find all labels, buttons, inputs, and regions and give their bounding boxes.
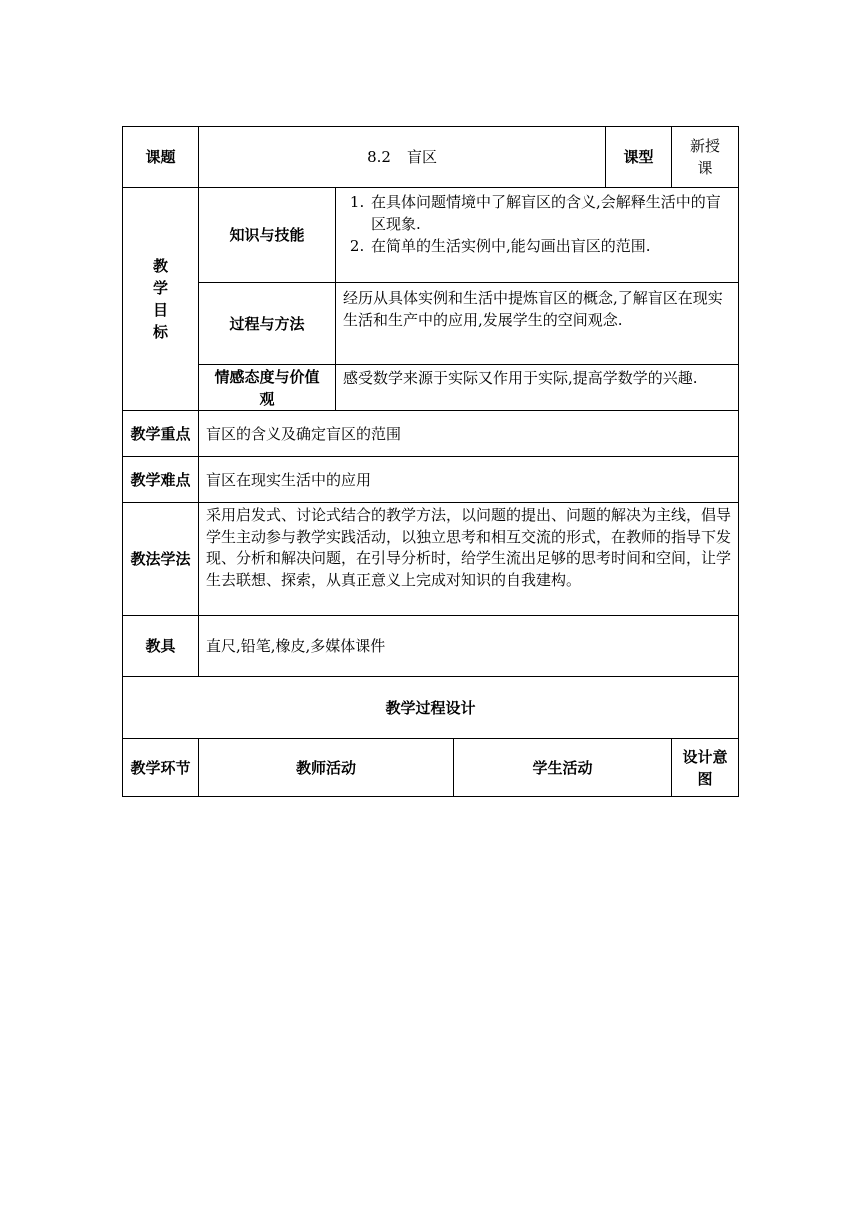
objectives-label: 教学目标: [123, 188, 199, 411]
student-activity-header: 学生活动: [454, 739, 672, 797]
method-content: 采用启发式、讨论式结合的教学方法，以问题的提出、问题的解决为主线，倡导学生主动参与教学实践活动，以独立思考和相互交流的形式，在教师的指导下发现、分析和解决问题，在引导分析时，给学生流出足够的思考时间和空间，让学生去联想、探索，从真正意义上完成对知识的自我建构。: [199, 503, 739, 616]
process-design-row: [123, 677, 739, 739]
process-header-row: [123, 739, 739, 797]
teacher-activity-header: 教师活动: [199, 739, 454, 797]
topic-label: 课题: [123, 127, 199, 188]
process-design-title: 教学过程设计: [123, 677, 739, 739]
topic-value: [199, 127, 606, 188]
objective-process-row: [123, 283, 739, 365]
knowledge-item: 1. 在具体问题情境中了解盲区的含义,会解释生活中的盲区现象.: [369, 191, 731, 235]
attitude-label: 情感态度与价值观: [199, 365, 336, 411]
method-label: 教法学法: [123, 503, 199, 616]
lesson-plan-sheet: [122, 126, 738, 797]
knowledge-content: [336, 188, 739, 283]
topic-number: 8.2: [367, 148, 391, 166]
topic-name: 盲区: [406, 148, 437, 166]
key-point-label: 教学重点: [123, 411, 199, 457]
topic-row: [123, 127, 739, 188]
lesson-type-value: 新授课: [672, 127, 739, 188]
knowledge-list: [343, 191, 731, 257]
key-point-content: 盲区的含义及确定盲区的范围: [199, 411, 739, 457]
objective-attitude-row: [123, 365, 739, 411]
design-intent-header: 设计意图: [672, 739, 739, 797]
key-point-row: [123, 411, 739, 457]
lesson-plan-table: [122, 126, 739, 797]
lesson-type-label: 课型: [606, 127, 672, 188]
tools-label: 教具: [123, 616, 199, 677]
knowledge-label: 知识与技能: [199, 188, 336, 283]
method-row: [123, 503, 739, 616]
attitude-content: 感受数学来源于实际又作用于实际,提高学数学的兴趣.: [336, 365, 739, 411]
tools-row: [123, 616, 739, 677]
stage-header: 教学环节: [123, 739, 199, 797]
tools-content: 直尺,铅笔,橡皮,多媒体课件: [199, 616, 739, 677]
process-label: 过程与方法: [199, 283, 336, 365]
difficulty-label: 教学难点: [123, 457, 199, 503]
process-content: 经历从具体实例和生活中提炼盲区的概念,了解盲区在现实生活和生产中的应用,发展学生的空间观念.: [336, 283, 739, 365]
difficulty-row: [123, 457, 739, 503]
objective-knowledge-row: [123, 188, 739, 283]
knowledge-item: 2. 在简单的生活实例中,能勾画出盲区的范围.: [369, 235, 731, 257]
difficulty-content: 盲区在现实生活中的应用: [199, 457, 739, 503]
